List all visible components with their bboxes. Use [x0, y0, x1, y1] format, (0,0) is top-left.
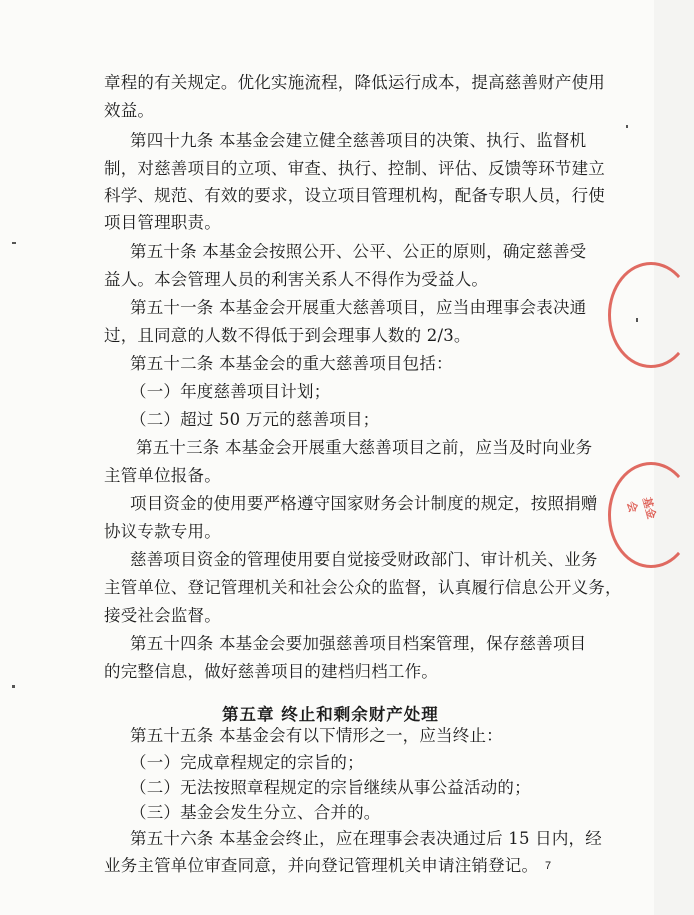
- text-line: （一）完成章程规定的宗旨的；: [130, 753, 364, 772]
- text-line: 主管单位报备。: [104, 466, 221, 485]
- text-line: 效益。: [104, 101, 155, 120]
- text-line: 过，且同意的人数不得低于到会理事人数的 2/3。: [104, 326, 471, 345]
- text-line: 科学、规范、有效的要求，设立项目管理机构，配备专职人员，行使: [104, 186, 605, 205]
- text-line: 慈善项目资金的管理使用要自觉接受财政部门、审计机关、业务: [130, 550, 598, 569]
- text-line: 主管单位、登记管理机关和社会公众的监督，认真履行信息公开义务，: [104, 578, 622, 597]
- text-line: 第五十三条 本基金会开展重大慈善项目之前，应当及时向业务: [136, 438, 593, 457]
- text-line: 制，对慈善项目的立项、审查、执行、控制、评估、反馈等环节建立: [104, 159, 605, 178]
- text-line: （二）无法按照章程规定的宗旨继续从事公益活动的；: [130, 778, 531, 797]
- text-line: 第五十四条 本基金会要加强慈善项目档案管理，保存慈善项目: [130, 634, 587, 653]
- text-line: 项目管理职责。: [104, 213, 221, 232]
- scan-speck: [626, 125, 628, 128]
- scan-speck: [12, 685, 15, 688]
- text-line: 接受社会监督。: [104, 606, 221, 625]
- text-line: 项目资金的使用要严格遵守国家财务会计制度的规定，按照捐赠: [130, 494, 598, 513]
- text-line: 章程的有关规定。优化实施流程，降低运行成本，提高慈善财产使用: [104, 73, 605, 92]
- text-line: 第五十一条 本基金会开展重大慈善项目，应当由理事会表决通: [130, 298, 587, 317]
- text-line: 第四十九条 本基金会建立健全慈善项目的决策、执行、监督机: [130, 131, 587, 150]
- text-line: 的完整信息，做好慈善项目的建档归档工作。: [104, 662, 438, 681]
- text-line: （三）基金会发生分立、合并的。: [130, 803, 381, 822]
- text-line: 第五十六条 本基金会终止，应在理事会表决通过后 15 日内，经: [130, 829, 602, 848]
- page-number: 7: [545, 860, 552, 872]
- text-line: 第五十二条 本基金会的重大慈善项目包括：: [130, 354, 453, 373]
- chapter-heading: 第五章 终止和剩余财产处理: [222, 705, 439, 724]
- text-line: 协议专款专用。: [104, 522, 221, 541]
- scan-speck: [12, 242, 16, 244]
- text-line: 业务主管单位审查同意，并向登记管理机关申请注销登记。: [104, 856, 539, 875]
- text-line: （一）年度慈善项目计划；: [130, 382, 331, 401]
- scan-speck: [636, 318, 638, 322]
- seal-text: 基金会: [624, 495, 659, 521]
- text-line: 第五十条 本基金会按照公开、公平、公正的原则，确定慈善受: [130, 242, 587, 261]
- text-line: 第五十五条 本基金会有以下情形之一，应当终止：: [130, 726, 503, 745]
- text-line: （二）超过 50 万元的慈善项目；: [130, 410, 380, 429]
- seal-stamp: [608, 262, 694, 368]
- text-line: 益人。本会管理人员的利害关系人不得作为受益人。: [104, 270, 489, 289]
